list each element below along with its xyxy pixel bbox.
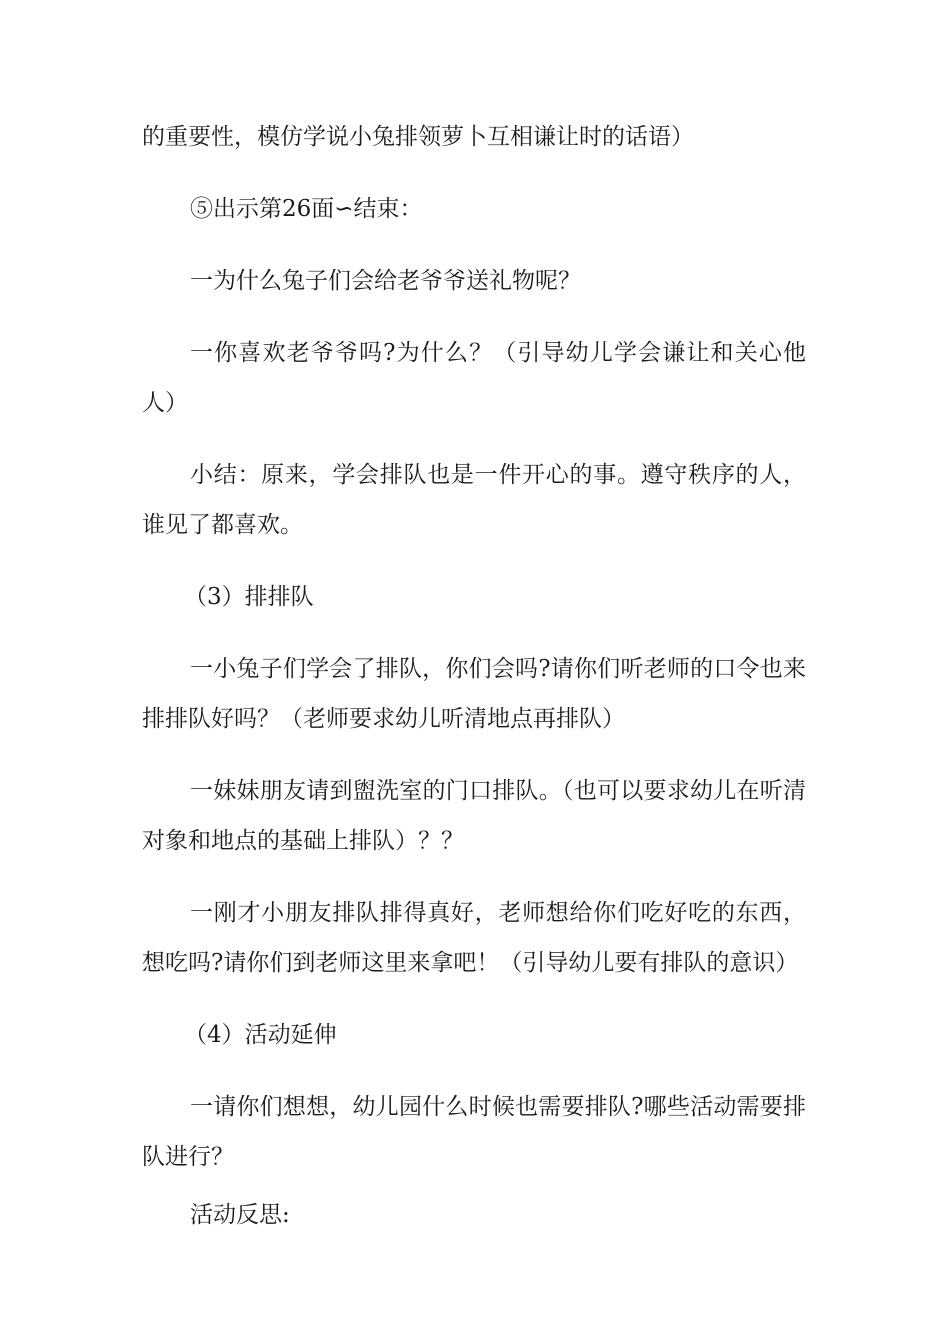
paragraph-line-up-prompt: 一小兔子们学会了排队，你们会吗?请你们听老师的口令也来排排队好吗？（老师要求幼儿听清地点再排队）	[142, 656, 806, 732]
paragraph-washroom: 一妹妹朋友请到盥洗室的门口排队。（也可以要求幼儿在听清对象和地点的基础上排队）？？	[142, 778, 806, 854]
paragraph-snack: 一刚才小朋友排队排得真好，老师想给你们吃好吃的东西，想吃吗?请你们到老师这里来拿吧！（引导幼儿要有排队的意识）	[142, 900, 806, 976]
paragraph-extension-question: 一请你们想想，幼儿园什么时候也需要排队?哪些活动需要排队进行？	[142, 1094, 806, 1170]
paragraph-question-gift: 一为什么兔子们会给老爷爷送礼物呢？	[190, 268, 581, 294]
document-body	[142, 112, 806, 1240]
section-heading-extension: （4）活动延伸	[184, 1022, 337, 1048]
paragraph-question-like: 一你喜欢老爷爷吗?为什么？（引导幼儿学会谦让和关心他人）	[142, 340, 806, 416]
paragraph-step-five: ⑤出示第26面∽结束：	[190, 196, 423, 222]
paragraph-reflection-heading: 活动反思:	[190, 1202, 290, 1228]
paragraph-continuation: 的重要性，模仿学说小兔排领萝卜互相谦让时的话语）	[142, 124, 694, 150]
paragraph-summary: 小结：原来，学会排队也是一件开心的事。遵守秩序的人，谁见了都喜欢。	[142, 462, 806, 538]
section-heading-line-up: （3）排排队	[184, 584, 314, 610]
